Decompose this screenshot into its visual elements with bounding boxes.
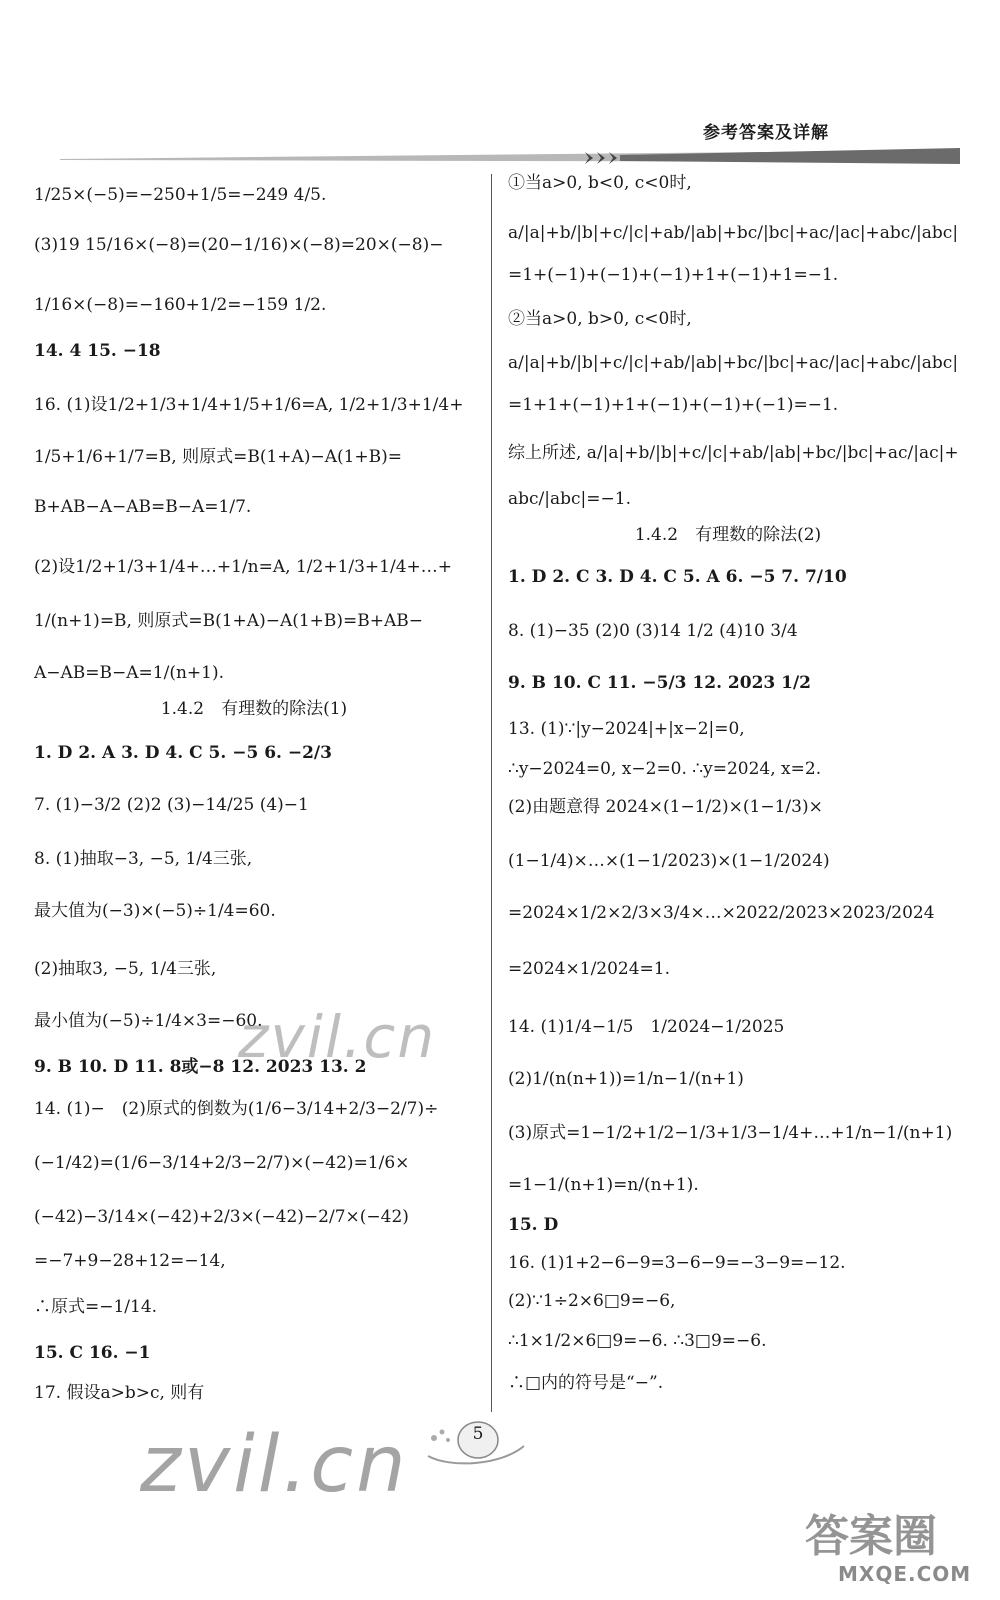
column-divider <box>491 174 492 1412</box>
answer-line: 14. 4 15. −18 <box>34 341 161 361</box>
answer-line: ∴1×1/2×6□9=−6. ∴3□9=−6. <box>508 1331 767 1351</box>
answer-line: =2024×1/2×2/3×3/4×…×2022/2023×2023/2024 <box>508 903 935 923</box>
answer-line: 7. (1)−3/2 (2)2 (3)−14/25 (4)−1 <box>34 795 309 815</box>
answer-line: 15. D <box>508 1215 559 1235</box>
answer-line: abc/|abc|=−1. <box>508 489 631 509</box>
answer-line: (2)1/(n(n+1))=1/n−1/(n+1) <box>508 1069 744 1089</box>
answer-line: a/|a|+b/|b|+c/|c|+ab/|ab|+bc/|bc|+ac/|ac|+abc/|abc| <box>508 223 959 243</box>
answer-line: 最大值为(−3)×(−5)÷1/4=60. <box>34 901 276 921</box>
answer-line: =2024×1/2024=1. <box>508 959 671 979</box>
answer-line: (2)∵1÷2×6□9=−6, <box>508 1291 676 1311</box>
answer-line: (2)由题意得 2024×(1−1/2)×(1−1/3)× <box>508 797 823 817</box>
watermark-text: zvil.cn <box>140 1420 409 1510</box>
answer-line: =1+1+(−1)+1+(−1)+(−1)+(−1)=−1. <box>508 395 839 415</box>
answer-line: B+AB−A−AB=B−A=1/7. <box>34 497 252 517</box>
answer-line: 16. (1)设1/2+1/3+1/4+1/5+1/6=A, 1/2+1/3+1/4+ <box>34 395 464 415</box>
answer-line: 1/16×(−8)=−160+1/2=−159 1/2. <box>34 295 327 315</box>
answer-line: 14. (1)1/4−1/5 1/2024−1/2025 <box>508 1017 785 1037</box>
answer-line: ∴y−2024=0, x−2=0. ∴y=2024, x=2. <box>508 759 822 779</box>
answer-line: (1−1/4)×…×(1−1/2023)×(1−1/2024) <box>508 851 830 871</box>
answer-line: (3)原式=1−1/2+1/2−1/3+1/3−1/4+…+1/n−1/(n+1) <box>508 1123 953 1143</box>
answer-line: 9. B 10. C 11. −5/3 12. 2023 1/2 <box>508 673 812 693</box>
answer-line: =−7+9−28+12=−14, <box>34 1251 226 1271</box>
answer-line: ②当a>0, b>0, c<0时, <box>508 309 692 329</box>
header-title: 参考答案及详解 <box>703 123 829 143</box>
answer-line: (−42)−3/14×(−42)+2/3×(−42)−2/7×(−42) <box>34 1207 409 1227</box>
answer-line: 1/5+1/6+1/7=B, 则原式=B(1+A)−A(1+B)= <box>34 447 403 467</box>
answer-line: 17. 假设a>b>c, 则有 <box>34 1383 205 1403</box>
answer-line: 最小值为(−5)÷1/4×3=−60. <box>34 1011 263 1031</box>
header-decoration <box>60 146 960 168</box>
answer-line: 16. (1)1+2−6−9=3−6−9=−3−9=−12. <box>508 1253 846 1273</box>
section-heading: 1.4.2 有理数的除法(1) <box>160 699 348 719</box>
answer-line: ∴原式=−1/14. <box>34 1297 158 1317</box>
answer-line: (2)抽取3, −5, 1/4三张, <box>34 959 217 979</box>
answer-line: 1/25×(−5)=−250+1/5=−249 4/5. <box>34 185 327 205</box>
answer-line: A−AB=B−A=1/(n+1). <box>34 663 225 683</box>
answer-line: (2)设1/2+1/3+1/4+…+1/n=A, 1/2+1/3+1/4+…+ <box>34 557 453 577</box>
answer-line: =1−1/(n+1)=n/(n+1). <box>508 1175 699 1195</box>
answer-line: (−1/42)=(1/6−3/14+2/3−2/7)×(−42)=1/6× <box>34 1153 410 1173</box>
watermark-site: MXQE.COM <box>838 1562 972 1586</box>
answer-line: 综上所述, a/|a|+b/|b|+c/|c|+ab/|ab|+bc/|bc|+ac/|ac|+ <box>508 443 959 463</box>
answer-line: =1+(−1)+(−1)+(−1)+1+(−1)+1=−1. <box>508 265 839 285</box>
watermark-logo: 答案圈 <box>805 1511 937 1562</box>
answer-line: 1. D 2. C 3. D 4. C 5. A 6. −5 7. 7/10 <box>508 567 847 587</box>
page-number: 5 <box>472 1424 484 1444</box>
answer-line: 8. (1)抽取−3, −5, 1/4三张, <box>34 849 253 869</box>
answer-line: 9. B 10. D 11. 8或−8 12. 2023 13. 2 <box>34 1057 367 1077</box>
answer-line: 1. D 2. A 3. D 4. C 5. −5 6. −2/3 <box>34 743 332 763</box>
answer-line: ①当a>0, b<0, c<0时, <box>508 173 692 193</box>
answer-line: 15. C 16. −1 <box>34 1343 151 1363</box>
section-heading: 1.4.2 有理数的除法(2) <box>634 525 822 545</box>
answer-line: 13. (1)∵|y−2024|+|x−2|=0, <box>508 719 745 739</box>
answer-line: ∴□内的符号是“−”. <box>508 1373 664 1393</box>
answer-line: 8. (1)−35 (2)0 (3)14 1/2 (4)10 3/4 <box>508 621 798 641</box>
watermark-text: zvil.cn <box>238 1003 437 1071</box>
answer-line: 14. (1)− (2)原式的倒数为(1/6−3/14+2/3−2/7)÷ <box>34 1099 439 1119</box>
answer-line: 1/(n+1)=B, 则原式=B(1+A)−A(1+B)=B+AB− <box>34 611 424 631</box>
answer-line: (3)19 15/16×(−8)=(20−1/16)×(−8)=20×(−8)− <box>34 235 444 255</box>
answer-line: a/|a|+b/|b|+c/|c|+ab/|ab|+bc/|bc|+ac/|ac|+abc/|abc| <box>508 353 959 373</box>
